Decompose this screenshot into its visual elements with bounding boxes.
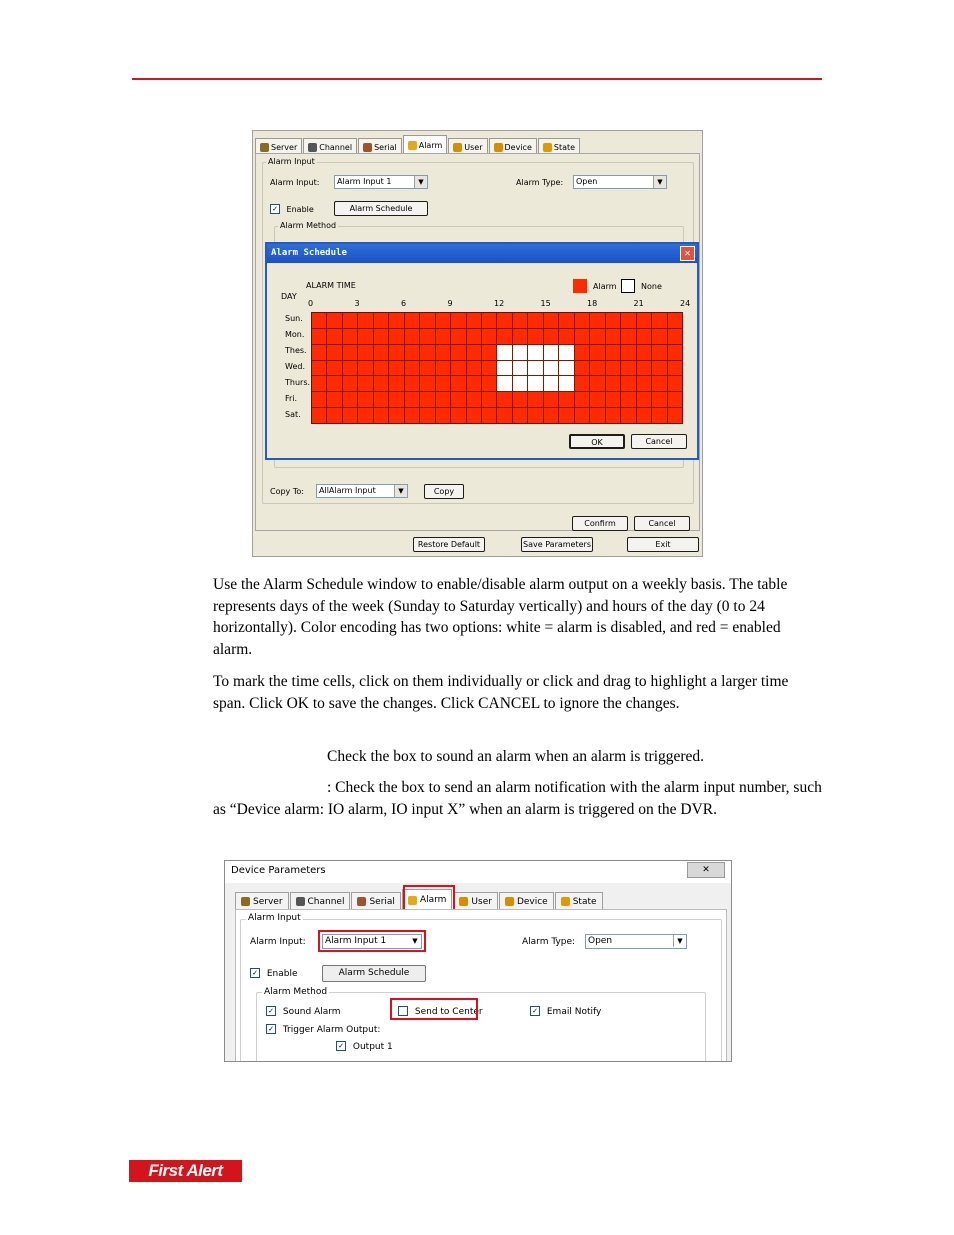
schedule-cell[interactable] xyxy=(343,345,357,360)
schedule-cell[interactable] xyxy=(482,361,496,376)
schedule-cell[interactable] xyxy=(544,361,558,376)
ok-button[interactable]: OK xyxy=(569,434,625,449)
schedule-cell[interactable] xyxy=(405,408,419,423)
schedule-cell[interactable] xyxy=(482,345,496,360)
schedule-cell[interactable] xyxy=(482,408,496,423)
tab-channel[interactable] xyxy=(290,892,351,910)
schedule-cell[interactable] xyxy=(575,392,589,407)
tab-label: User xyxy=(471,896,492,907)
schedule-cell[interactable] xyxy=(389,376,403,391)
save-parameters-button[interactable]: Save Parameters xyxy=(521,537,593,552)
schedule-cell[interactable] xyxy=(374,376,388,391)
chevron-down-icon[interactable]: ▼ xyxy=(414,176,427,188)
alarm-type-label: Alarm Type: xyxy=(522,937,576,947)
enable-checkbox-row[interactable] xyxy=(250,968,298,979)
schedule-cell[interactable] xyxy=(358,408,372,423)
alarm-input-value: Alarm Input 1 xyxy=(325,936,387,946)
schedule-cell[interactable] xyxy=(420,329,434,344)
schedule-cell[interactable] xyxy=(652,361,666,376)
schedule-cell[interactable] xyxy=(358,345,372,360)
tab-device[interactable] xyxy=(499,892,554,910)
schedule-cell[interactable] xyxy=(590,392,604,407)
schedule-cell[interactable] xyxy=(652,329,666,344)
schedule-cell[interactable] xyxy=(343,408,357,423)
schedule-cell[interactable] xyxy=(467,376,481,391)
schedule-cell[interactable] xyxy=(497,408,511,423)
schedule-cell[interactable] xyxy=(621,392,635,407)
alarm-input-label: Alarm Input: xyxy=(250,937,306,947)
tab-label: Serial xyxy=(374,142,397,152)
schedule-cell[interactable] xyxy=(590,408,604,423)
schedule-cell[interactable] xyxy=(668,329,682,344)
schedule-cell[interactable] xyxy=(637,408,651,423)
email-notify-checkbox-row[interactable] xyxy=(530,1006,601,1017)
schedule-cell[interactable] xyxy=(559,392,573,407)
schedule-cell[interactable] xyxy=(420,408,434,423)
gear-icon xyxy=(241,897,250,906)
hour-tick-label: 21 xyxy=(633,299,644,308)
schedule-cell[interactable] xyxy=(590,313,604,328)
schedule-cell[interactable] xyxy=(544,329,558,344)
schedule-cell[interactable] xyxy=(312,376,326,391)
schedule-cell[interactable] xyxy=(528,392,542,407)
alarm-input-value: Alarm Input 1 xyxy=(337,177,392,186)
schedule-cell[interactable] xyxy=(467,345,481,360)
schedule-cell[interactable] xyxy=(327,361,341,376)
output1-checkbox[interactable]: ✓ xyxy=(336,1041,346,1051)
enable-label: Enable xyxy=(266,968,298,979)
schedule-cell[interactable] xyxy=(420,361,434,376)
schedule-cell[interactable] xyxy=(497,329,511,344)
gear-icon xyxy=(260,143,269,152)
schedule-cell[interactable] xyxy=(559,313,573,328)
tab-label: Server xyxy=(253,896,283,907)
hour-tick-label: 3 xyxy=(354,299,360,308)
schedule-cell[interactable] xyxy=(528,329,542,344)
send-to-center-highlight xyxy=(390,998,478,1020)
alarm-type-value: Open xyxy=(588,936,613,946)
schedule-cell[interactable] xyxy=(606,329,620,344)
schedule-cell[interactable] xyxy=(467,361,481,376)
schedule-cell[interactable] xyxy=(405,392,419,407)
sound-alarm-checkbox-row[interactable] xyxy=(266,1006,341,1017)
schedule-cell[interactable] xyxy=(637,329,651,344)
alarm-schedule-button[interactable]: Alarm Schedule xyxy=(322,965,426,982)
schedule-cell[interactable] xyxy=(436,361,450,376)
tab-label: State xyxy=(572,896,597,907)
close-icon[interactable]: ✕ xyxy=(680,246,695,261)
schedule-cell[interactable] xyxy=(389,345,403,360)
schedule-cell[interactable] xyxy=(343,361,357,376)
wrench-icon xyxy=(494,143,503,152)
header-rule xyxy=(132,78,822,80)
schedule-cell[interactable] xyxy=(436,392,450,407)
schedule-cell[interactable] xyxy=(451,329,465,344)
day-label-row: Sat. xyxy=(285,410,301,419)
schedule-grid[interactable] xyxy=(311,312,683,424)
tab-server[interactable] xyxy=(235,892,289,910)
schedule-cell[interactable] xyxy=(436,345,450,360)
schedule-cell[interactable] xyxy=(343,392,357,407)
schedule-cell[interactable] xyxy=(559,408,573,423)
cancel-button[interactable]: Cancel xyxy=(634,516,690,531)
tab-label: User xyxy=(464,142,483,152)
schedule-cell[interactable] xyxy=(528,376,542,391)
schedule-cell[interactable] xyxy=(606,361,620,376)
schedule-cell[interactable] xyxy=(575,313,589,328)
output1-label: Output 1 xyxy=(352,1041,393,1052)
schedule-cell[interactable] xyxy=(513,313,527,328)
schedule-cell[interactable] xyxy=(451,408,465,423)
schedule-cell[interactable] xyxy=(374,329,388,344)
schedule-cell[interactable] xyxy=(544,408,558,423)
schedule-cell[interactable] xyxy=(606,408,620,423)
schedule-cell[interactable] xyxy=(637,313,651,328)
schedule-cell[interactable] xyxy=(652,408,666,423)
email-notify-label: Email Notify xyxy=(546,1006,602,1017)
alarm-input-group-label: Alarm Input xyxy=(268,157,315,166)
schedule-cell[interactable] xyxy=(590,376,604,391)
serial-port-icon xyxy=(357,897,366,906)
star-icon xyxy=(543,143,552,152)
schedule-cell[interactable] xyxy=(374,392,388,407)
chevron-down-icon[interactable]: ▼ xyxy=(409,935,421,947)
alarm-schedule-button[interactable]: Alarm Schedule xyxy=(334,201,428,216)
tab-label: Alarm xyxy=(418,141,443,150)
schedule-cell[interactable] xyxy=(467,313,481,328)
schedule-cell[interactable] xyxy=(358,313,372,328)
schedule-cell[interactable] xyxy=(312,408,326,423)
schedule-cell[interactable] xyxy=(436,376,450,391)
schedule-cell[interactable] xyxy=(389,361,403,376)
schedule-cell[interactable] xyxy=(451,345,465,360)
schedule-cell[interactable] xyxy=(544,392,558,407)
hour-tick-label: 9 xyxy=(447,299,453,308)
paragraph-send-to-center: : Check the box to send an alarm notification with the alarm input number, such as “Device alarm: IO alarm, IO input X” when an alarm is triggered on the DVR. xyxy=(213,779,822,818)
device-parameters-screenshot-1 xyxy=(252,130,703,557)
schedule-cell[interactable] xyxy=(420,376,434,391)
schedule-cell[interactable] xyxy=(590,329,604,344)
schedule-cell[interactable] xyxy=(497,313,511,328)
day-label: DAY xyxy=(281,292,297,301)
schedule-cell[interactable] xyxy=(544,313,558,328)
schedule-cell[interactable] xyxy=(358,392,372,407)
schedule-cell[interactable] xyxy=(668,313,682,328)
alarm-input-group-label: Alarm Input xyxy=(248,913,301,923)
alarm-schedule-dialog xyxy=(265,242,699,460)
schedule-cell[interactable] xyxy=(389,408,403,423)
schedule-cell[interactable] xyxy=(559,361,573,376)
exit-button[interactable]: Exit xyxy=(627,537,699,552)
schedule-cell[interactable] xyxy=(436,408,450,423)
paragraph-sound-alarm: Check the box to sound an alarm when an alarm is triggered. xyxy=(327,748,705,765)
schedule-cell[interactable] xyxy=(606,313,620,328)
schedule-cell[interactable] xyxy=(420,313,434,328)
paragraph-alarm-schedule: Use the Alarm Schedule window to enable/disable alarm output on a weekly basis. The table represents days of the week (Sunday to Saturday vertically) and hours of the day (0 to 24 horizontally). Color encoding has two options: white = alarm is disabled, and red = enabled alarm. xyxy=(213,576,788,659)
chevron-down-icon[interactable]: ▼ xyxy=(394,485,407,497)
schedule-cell[interactable] xyxy=(621,376,635,391)
window-titlebar xyxy=(225,861,731,883)
schedule-cell[interactable] xyxy=(637,345,651,360)
schedule-cell[interactable] xyxy=(482,329,496,344)
key-icon xyxy=(459,897,468,906)
schedule-cell[interactable] xyxy=(467,392,481,407)
copy-to-label: Copy To: xyxy=(270,487,304,496)
tab-label: Channel xyxy=(319,142,353,152)
schedule-cell[interactable] xyxy=(668,376,682,391)
legend-alarm-label: Alarm xyxy=(593,282,617,291)
schedule-cell[interactable] xyxy=(327,392,341,407)
schedule-cell[interactable] xyxy=(513,408,527,423)
schedule-cell[interactable] xyxy=(513,345,527,360)
confirm-button[interactable]: Confirm xyxy=(572,516,628,531)
schedule-cell[interactable] xyxy=(343,313,357,328)
schedule-cell[interactable] xyxy=(637,392,651,407)
serial-port-icon xyxy=(363,143,372,152)
hour-tick-label: 15 xyxy=(540,299,551,308)
alarm-type-select[interactable] xyxy=(573,175,667,189)
legend-none-swatch xyxy=(621,279,635,293)
schedule-cell[interactable] xyxy=(575,408,589,423)
sound-alarm-label: Sound Alarm xyxy=(282,1006,341,1017)
dialog-title: Alarm Schedule xyxy=(271,248,347,258)
enable-label: Enable xyxy=(286,204,314,214)
sound-alarm-checkbox[interactable]: ✓ xyxy=(266,1006,276,1016)
schedule-cell[interactable] xyxy=(575,361,589,376)
schedule-cell[interactable] xyxy=(497,376,511,391)
schedule-cell[interactable] xyxy=(405,345,419,360)
camera-icon xyxy=(308,143,317,152)
tab-label: Device xyxy=(504,142,532,152)
tab-serial[interactable] xyxy=(351,892,400,910)
hour-tick-label: 0 xyxy=(308,299,314,308)
enable-checkbox-row[interactable] xyxy=(270,204,314,214)
star-icon xyxy=(561,897,570,906)
schedule-cell[interactable] xyxy=(467,329,481,344)
schedule-cell[interactable] xyxy=(652,345,666,360)
schedule-cell[interactable] xyxy=(482,392,496,407)
schedule-cell[interactable] xyxy=(590,361,604,376)
schedule-cell[interactable] xyxy=(637,361,651,376)
schedule-cell[interactable] xyxy=(451,376,465,391)
schedule-cell[interactable] xyxy=(358,361,372,376)
wrench-icon xyxy=(505,897,514,906)
tab-label: Device xyxy=(516,896,548,907)
alarm-input-label: Alarm Input: xyxy=(270,178,320,187)
trigger-output-checkbox-row[interactable] xyxy=(266,1024,380,1035)
day-label-row: Wed. xyxy=(285,362,305,371)
dialog-titlebar xyxy=(267,244,697,263)
alarm-time-label: ALARM TIME xyxy=(306,281,356,290)
trigger-output-label: Trigger Alarm Output: xyxy=(282,1024,381,1035)
camera-icon xyxy=(296,897,305,906)
send-to-center-label: Send to Center xyxy=(414,1006,483,1017)
tab-label: Channel xyxy=(307,896,345,907)
schedule-cell[interactable] xyxy=(451,361,465,376)
schedule-cell[interactable] xyxy=(621,329,635,344)
tab-label: Server xyxy=(271,142,298,152)
schedule-cell[interactable] xyxy=(590,345,604,360)
tab-label: Alarm xyxy=(419,895,447,905)
schedule-cell[interactable] xyxy=(544,376,558,391)
schedule-cell[interactable] xyxy=(327,408,341,423)
trigger-output-checkbox[interactable]: ✓ xyxy=(266,1024,276,1034)
tab-label: State xyxy=(553,142,576,152)
schedule-cell[interactable] xyxy=(467,408,481,423)
schedule-cell[interactable] xyxy=(312,329,326,344)
chevron-down-icon[interactable]: ▼ xyxy=(673,935,686,947)
schedule-cell[interactable] xyxy=(389,313,403,328)
email-notify-checkbox[interactable]: ✓ xyxy=(530,1006,540,1016)
schedule-cell[interactable] xyxy=(513,392,527,407)
schedule-cell[interactable] xyxy=(405,313,419,328)
enable-checkbox[interactable]: ✓ xyxy=(270,204,280,214)
alarm-tab-pane xyxy=(235,909,727,1062)
schedule-cell[interactable] xyxy=(374,361,388,376)
schedule-cell[interactable] xyxy=(374,408,388,423)
alarm-input-highlight xyxy=(318,930,426,952)
schedule-cell[interactable] xyxy=(668,361,682,376)
schedule-cell[interactable] xyxy=(420,345,434,360)
schedule-cell[interactable] xyxy=(343,329,357,344)
schedule-cell[interactable] xyxy=(606,376,620,391)
day-label-row: Thes. xyxy=(285,346,307,355)
schedule-cell[interactable] xyxy=(606,392,620,407)
schedule-cell[interactable] xyxy=(405,361,419,376)
output1-checkbox-row[interactable] xyxy=(336,1041,393,1052)
schedule-cell[interactable] xyxy=(513,361,527,376)
copy-button[interactable]: Copy xyxy=(424,484,464,499)
schedule-cell[interactable] xyxy=(405,376,419,391)
window-title: Device Parameters xyxy=(231,865,326,876)
schedule-cell[interactable] xyxy=(497,392,511,407)
schedule-cell[interactable] xyxy=(621,361,635,376)
device-parameters-screenshot-2 xyxy=(224,860,732,1062)
schedule-cell[interactable] xyxy=(358,376,372,391)
schedule-cell[interactable] xyxy=(575,345,589,360)
day-label-row: Thurs. xyxy=(285,378,311,387)
schedule-cell[interactable] xyxy=(312,392,326,407)
schedule-cell[interactable] xyxy=(482,376,496,391)
schedule-cell[interactable] xyxy=(497,361,511,376)
schedule-cell[interactable] xyxy=(436,313,450,328)
tab-state[interactable] xyxy=(555,892,603,910)
tab-label: Serial xyxy=(369,896,395,907)
enable-checkbox[interactable]: ✓ xyxy=(250,968,260,978)
tab-user[interactable] xyxy=(453,892,498,910)
day-label-row: Fri. xyxy=(285,394,298,403)
schedule-cell[interactable] xyxy=(621,345,635,360)
schedule-cell[interactable] xyxy=(544,345,558,360)
schedule-cell[interactable] xyxy=(312,313,326,328)
dialog-cancel-button[interactable]: Cancel xyxy=(631,434,687,449)
schedule-cell[interactable] xyxy=(389,329,403,344)
copy-to-select[interactable] xyxy=(316,484,408,498)
schedule-cell[interactable] xyxy=(374,313,388,328)
schedule-cell[interactable] xyxy=(559,376,573,391)
hour-tick-label: 12 xyxy=(494,299,505,308)
legend-none-label: None xyxy=(641,282,662,291)
schedule-cell[interactable] xyxy=(621,408,635,423)
schedule-cell[interactable] xyxy=(312,345,326,360)
schedule-cell[interactable] xyxy=(451,313,465,328)
tab-alarm[interactable] xyxy=(403,135,448,155)
schedule-cell[interactable] xyxy=(528,313,542,328)
schedule-cell[interactable] xyxy=(327,376,341,391)
copy-to-value: AllAlarm Input xyxy=(319,486,376,495)
alarm-type-label: Alarm Type: xyxy=(516,178,564,187)
alarm-type-value: Open xyxy=(576,177,598,186)
schedule-cell[interactable] xyxy=(559,345,573,360)
legend-alarm-swatch xyxy=(573,279,587,293)
schedule-cell[interactable] xyxy=(436,329,450,344)
schedule-cell[interactable] xyxy=(312,361,326,376)
schedule-cell[interactable] xyxy=(513,329,527,344)
schedule-cell[interactable] xyxy=(528,345,542,360)
schedule-cell[interactable] xyxy=(513,376,527,391)
schedule-cell[interactable] xyxy=(668,392,682,407)
schedule-cell[interactable] xyxy=(575,376,589,391)
schedule-cell[interactable] xyxy=(528,408,542,423)
schedule-cell[interactable] xyxy=(621,313,635,328)
schedule-cell[interactable] xyxy=(420,392,434,407)
schedule-cell[interactable] xyxy=(327,329,341,344)
schedule-cell[interactable] xyxy=(652,392,666,407)
schedule-cell[interactable] xyxy=(343,376,357,391)
chevron-down-icon[interactable]: ▼ xyxy=(653,176,666,188)
first-alert-logo: First Alert xyxy=(129,1160,242,1182)
schedule-cell[interactable] xyxy=(528,361,542,376)
restore-default-button[interactable]: Restore Default xyxy=(413,537,485,552)
schedule-cell[interactable] xyxy=(668,408,682,423)
schedule-cell[interactable] xyxy=(559,329,573,344)
alarm-type-select[interactable] xyxy=(585,934,687,949)
schedule-cell[interactable] xyxy=(637,376,651,391)
key-icon xyxy=(453,143,462,152)
alarm-input-select[interactable] xyxy=(334,175,428,189)
day-label-row: Mon. xyxy=(285,330,305,339)
alarm-method-group-label: Alarm Method xyxy=(264,987,328,997)
schedule-cell[interactable] xyxy=(327,345,341,360)
schedule-cell[interactable] xyxy=(668,345,682,360)
schedule-cell[interactable] xyxy=(606,345,620,360)
hour-tick-label: 6 xyxy=(401,299,407,308)
schedule-cell[interactable] xyxy=(652,313,666,328)
tab-bar xyxy=(255,135,581,155)
alarm-method-group-label: Alarm Method xyxy=(280,221,337,230)
schedule-cell[interactable] xyxy=(327,313,341,328)
alarm-bell-icon xyxy=(408,141,417,150)
schedule-cell[interactable] xyxy=(482,313,496,328)
hour-tick-label: 18 xyxy=(587,299,598,308)
schedule-cell[interactable] xyxy=(405,329,419,344)
close-icon[interactable]: ✕ xyxy=(687,862,725,878)
schedule-cell[interactable] xyxy=(652,376,666,391)
schedule-cell[interactable] xyxy=(497,345,511,360)
schedule-cell[interactable] xyxy=(451,392,465,407)
schedule-cell[interactable] xyxy=(358,329,372,344)
schedule-cell[interactable] xyxy=(374,345,388,360)
day-label-row: Sun. xyxy=(285,314,303,323)
paragraph-mark-cells: To mark the time cells, click on them individually or click and drag to highlight a larger time span. Click OK to save the changes. Click CANCEL to ignore the changes. xyxy=(213,673,789,712)
hour-tick-label: 24 xyxy=(680,299,691,308)
schedule-cell[interactable] xyxy=(575,329,589,344)
schedule-cell[interactable] xyxy=(389,392,403,407)
